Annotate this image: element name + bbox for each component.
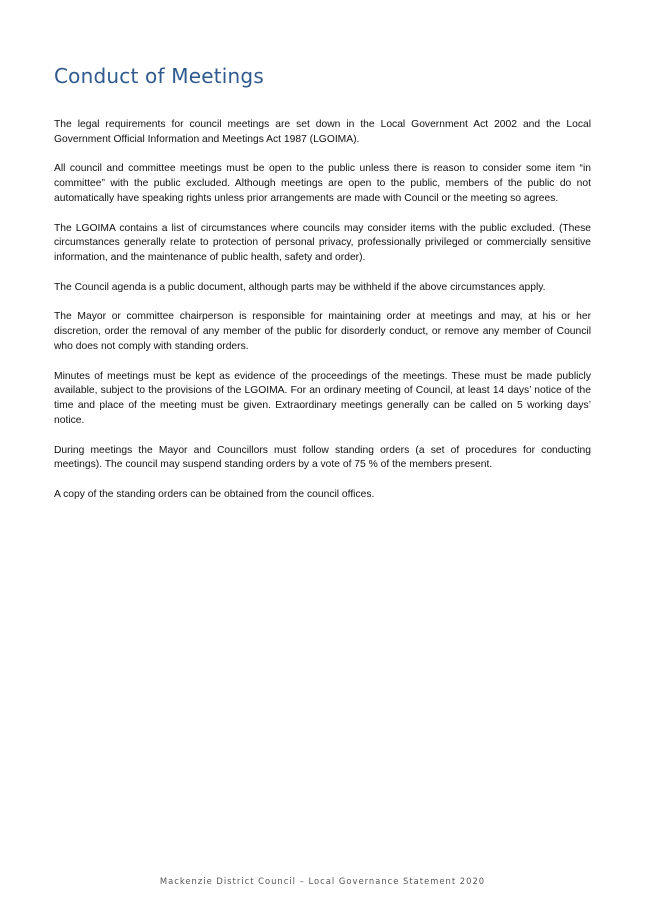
paragraph-open-meetings: All council and committee meetings must be open to the public unless there is reason to consider some item “in committee” with the public excluded. Although meetings are open to the public, members of the public do not automatically have speaking rights unless prior arrangements are made with Council or the meeting so agrees. [54, 163, 591, 204]
page-title: Conduct of Meetings [54, 64, 264, 88]
paragraph-copy-of-orders: A copy of the standing orders can be obtained from the council offices. [54, 488, 375, 500]
paragraph-standing-orders: During meetings the Mayor and Councillors must follow standing orders (a set of procedures for conducting meetings). The council may suspend standing orders by a vote of 75 % of the members present. [54, 444, 591, 471]
paragraph-legal-requirements: The legal requirements for council meetings are set down in the Local Government Act 2002 and the Local Government Official Information and Meetings Act 1987 (LGOIMA). [54, 119, 591, 145]
paragraph-order-at-meetings: The Mayor or committee chairperson is responsible for maintaining order at meetings and may, at his or her discretion, order the removal of any member of the public for disorderly conduct, or remove any member of Council who does not comply with standing orders. [54, 311, 591, 352]
paragraph-council-agenda: The Council agenda is a public document, although parts may be withheld if the above circumstances apply. [54, 281, 546, 293]
page-footer: Mackenzie District Council – Local Governance Statement 2020 [159, 876, 486, 886]
paragraph-public-excluded: The LGOIMA contains a list of circumstances where councils may consider items with the public excluded. (These circumstances generally relate to protection of personal privacy, professionally privileged or commercially sensitive information, and the maintenance of public health, safety and order). [54, 222, 591, 264]
paragraph-minutes: Minutes of meetings must be kept as evidence of the proceedings of the meetings. These must be made publicly available, subject to the provisions of the LGOIMA. For an ordinary meeting of Council, at least 14 days’ notice of the time and place of the meeting must be given. Extraordinary meetings generally can be called on 5 working days’ notice. [54, 370, 591, 426]
document-body [54, 118, 591, 518]
